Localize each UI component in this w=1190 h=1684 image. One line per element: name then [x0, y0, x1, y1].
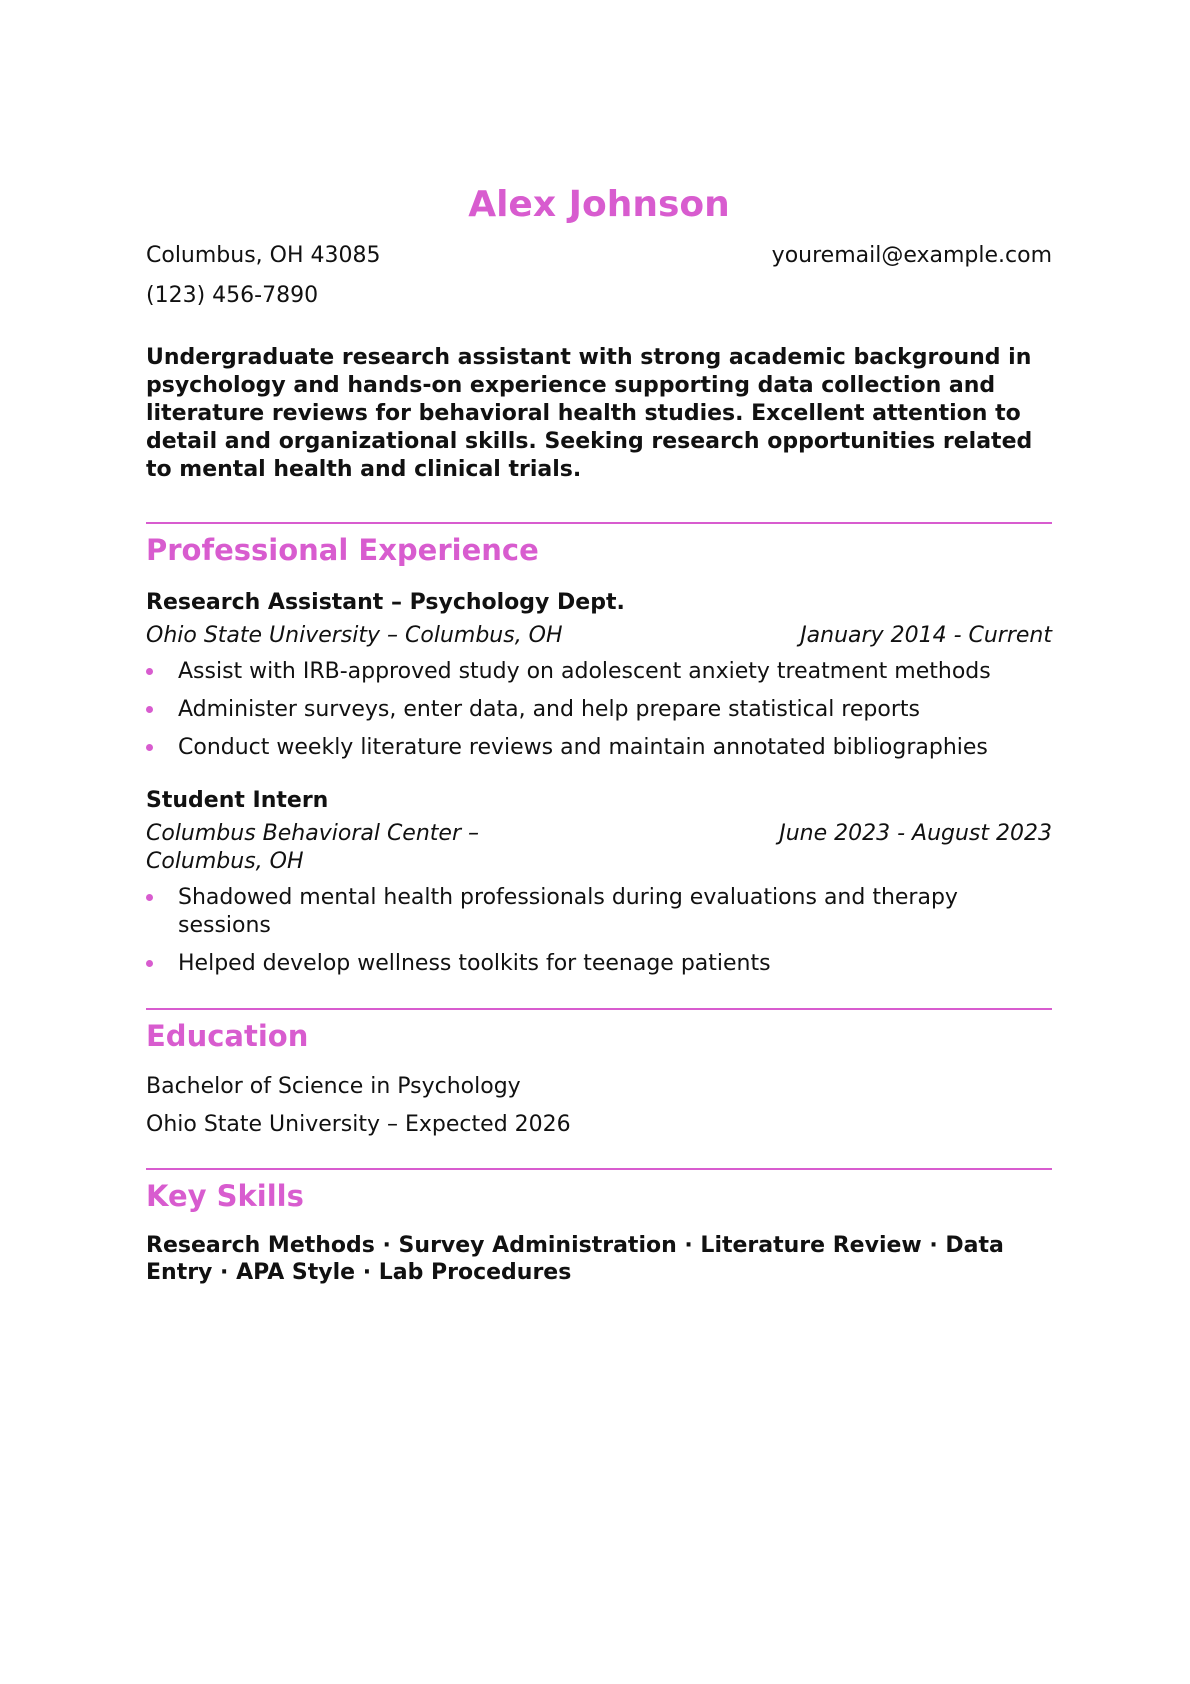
candidate-name: Alex Johnson: [468, 184, 730, 225]
bullet-icon: [146, 706, 153, 713]
bullet-icon: [146, 960, 153, 967]
skills-list: Research Methods · Survey Administration · Literature Review · Data Entry · APA Style · Lab Procedures: [146, 1233, 1004, 1285]
job-entry: [146, 588, 1052, 762]
job-meta: [146, 622, 1052, 650]
bullet-text: Conduct weekly literature reviews and maintain annotated bibliographies: [178, 735, 988, 760]
resume-content: [146, 180, 1052, 1286]
section-divider-experience: [146, 522, 1052, 524]
job-meta: [146, 820, 1052, 876]
education-school: Ohio State University – Expected 2026: [146, 1112, 571, 1137]
job-entry: [146, 786, 1052, 978]
list-item: [146, 884, 1018, 940]
education-degree: Bachelor of Science in Psychology: [146, 1074, 521, 1099]
contact-row: [146, 236, 1052, 276]
bullet-icon: [146, 894, 153, 901]
location: Columbus, OH 43085: [146, 243, 381, 268]
list-item: [146, 658, 1018, 686]
bullet-text: Assist with IRB-approved study on adolescent anxiety treatment methods: [178, 659, 991, 684]
job-bullets: [146, 658, 1052, 762]
job-dates: June 2023 - August 2023: [779, 821, 1052, 846]
education-block: [146, 1068, 1052, 1144]
bullet-text: Helped develop wellness toolkits for teenage patients: [178, 951, 771, 976]
summary: Undergraduate research assistant with strong academic background in psychology and hands-on experience supporting data collection and literature reviews for behavioral health studies. Excellent attention to detail and organizational skills. Seeking research opportunities related to mental health and clinical trials.: [146, 345, 1033, 482]
email: youremail@example.com: [771, 243, 1052, 268]
section-divider-skills: [146, 1168, 1052, 1170]
job-bullets: [146, 884, 1052, 978]
list-item: [146, 696, 1018, 724]
section-title-experience: Professional Experience: [146, 533, 539, 567]
job-title: Student Intern: [146, 788, 329, 813]
phone: (123) 456-7890: [146, 283, 319, 308]
job-organization: Ohio State University – Columbus, OH: [146, 623, 563, 648]
list-item: [146, 950, 1018, 978]
section-title-education: Education: [146, 1019, 309, 1053]
section-title-skills: Key Skills: [146, 1179, 304, 1213]
job-title: Research Assistant – Psychology Dept.: [146, 590, 625, 615]
list-item: [146, 734, 1018, 762]
job-dates: January 2014 - Current: [800, 623, 1052, 648]
phone-row: [146, 276, 1052, 316]
bullet-icon: [146, 668, 153, 675]
bullet-text: Shadowed mental health professionals during evaluations and therapy sessions: [178, 885, 958, 938]
bullet-icon: [146, 744, 153, 751]
bullet-text: Administer surveys, enter data, and help prepare statistical reports: [178, 697, 920, 722]
job-organization: Columbus Behavioral Center – Columbus, OH: [146, 821, 479, 874]
section-divider-education: [146, 1008, 1052, 1010]
